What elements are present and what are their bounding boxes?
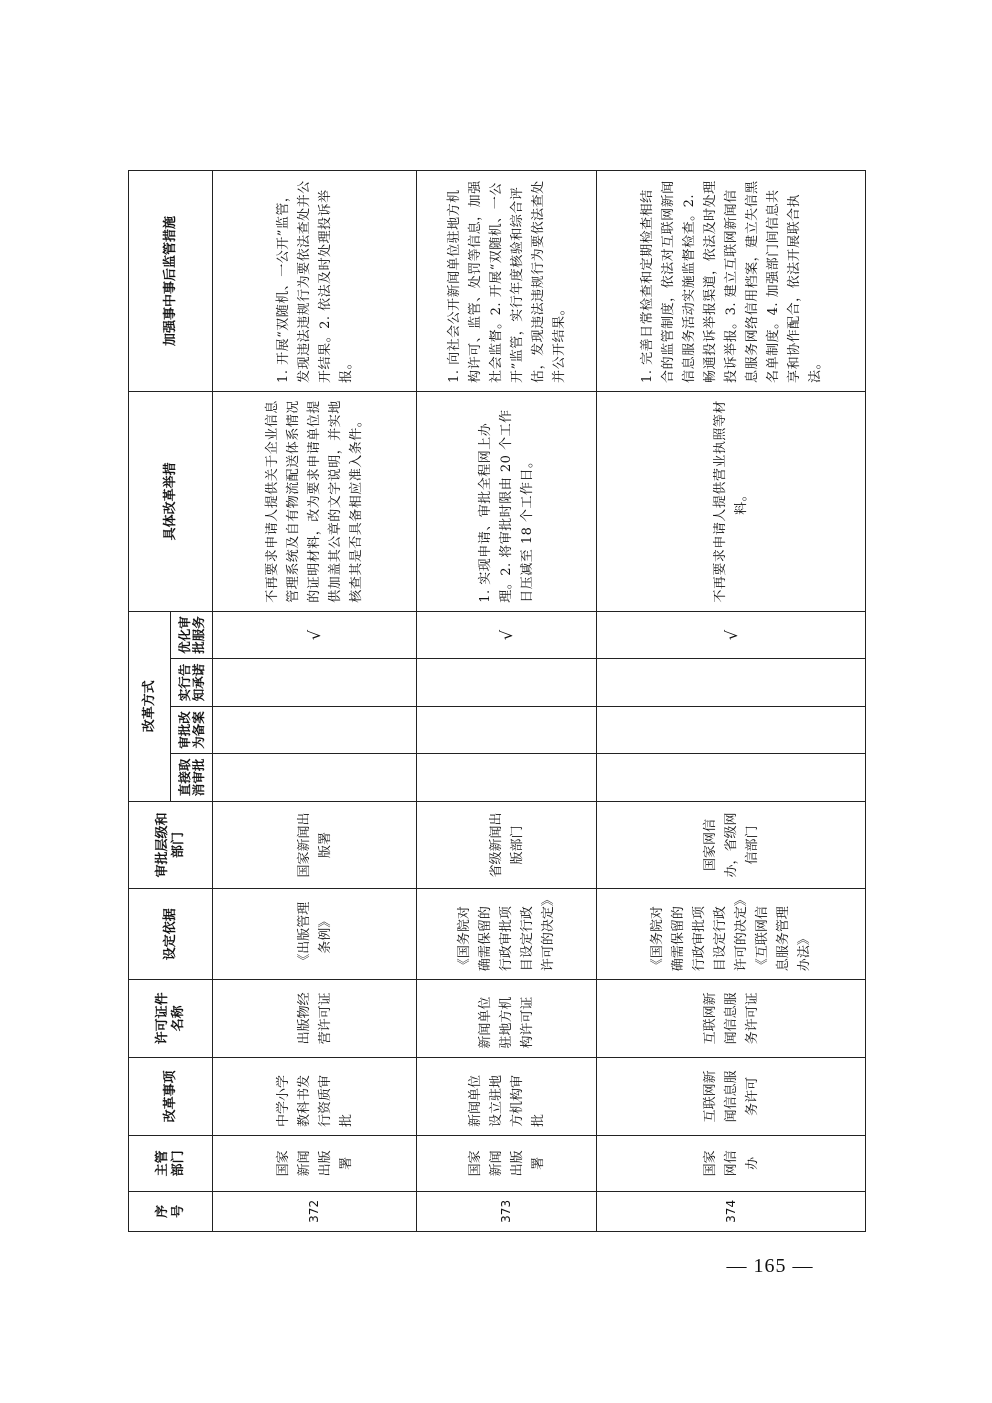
- header-method-commitment: 实行告知承诺: [171, 659, 213, 706]
- page-number: — 165 —: [726, 1255, 814, 1277]
- mark-optimize: √: [213, 611, 417, 658]
- header-no: 序号: [129, 1191, 213, 1231]
- rotated-page: [128, 170, 865, 1232]
- row-level: 国家网信办，省级网信部门: [597, 801, 866, 889]
- row-dept: 国家网信办: [597, 1136, 866, 1192]
- row-specific: 不再要求申请人提供关于企业信息管理系统及自有物流配送体系情况的证明材料，改为要求申请单位提供加盖其公章的文字说明，并实地核查其是否具备相应准入条件。: [213, 391, 417, 611]
- mark-cancel: [417, 754, 597, 801]
- row-number: 374: [597, 1191, 866, 1231]
- row-specific: 不再要求申请人提供营业执照等材料。: [597, 391, 866, 611]
- mark-cancel: [213, 754, 417, 801]
- header-row: [129, 171, 171, 1232]
- row-supervision: 1. 完善日常检查和定期检查相结合的监管制度，依法对互联网新闻信息服务活动实施监督检查。2. 畅通投诉举报渠道，依法及时处理投诉举报。3. 建立互联网新闻信息服务网络信用档案，建立失信黑名单制度。4. 加强部门间信息共享和协作配合，依法开展联合执法。: [597, 171, 866, 392]
- row-license: 出版物经营许可证: [213, 980, 417, 1057]
- mark-filing: [213, 706, 417, 753]
- header-supervision: 加强事中事后监管措施: [129, 171, 213, 392]
- row-supervision: 1. 开展“双随机、一公开”监管，发现违法违规行为要依法查处并公开结果。2. 依法及时处理投诉举报。: [213, 171, 417, 392]
- row-license: 互联网新闻信息服务许可证: [597, 980, 866, 1057]
- header-dept: 主管部门: [129, 1136, 213, 1192]
- header-method-optimize: 优化审批服务: [171, 611, 213, 658]
- row-basis: 《国务院对确需保留的行政审批项目设定行政许可的决定》《互联网信息服务管理办法》: [597, 889, 866, 980]
- header-level: 审批层级和部门: [129, 801, 213, 889]
- table-row: [213, 171, 417, 1232]
- mark-optimize: √: [597, 611, 866, 658]
- row-number: 373: [417, 1191, 597, 1231]
- row-supervision: 1. 向社会公开新闻单位驻地方机构许可、监管、处罚等信息，加强社会监督。2. 开展“双随机、一公开”监管，实行年度核验和综合评估，发现违法违规行为要依法查处并公开结果。: [417, 171, 597, 392]
- row-basis: 《出版管理条例》: [213, 889, 417, 980]
- header-method-cancel: 直接取消审批: [171, 754, 213, 801]
- mark-commitment: [417, 659, 597, 706]
- row-item: 中学小学教科书发行资质审批: [213, 1057, 417, 1135]
- table-row: [597, 171, 866, 1232]
- row-basis: 《国务院对确需保留的行政审批项目设定行政许可的决定》: [417, 889, 597, 980]
- row-item: 新闻单位设立驻地方机构审批: [417, 1057, 597, 1135]
- header-method-group: 改革方式: [129, 611, 171, 801]
- row-level: 省级新闻出版部门: [417, 801, 597, 889]
- mark-cancel: [597, 754, 866, 801]
- row-specific: 1. 实现申请、审批全程网上办理。2. 将审批时限由 20 个工作日压减至 18 个工作日。: [417, 391, 597, 611]
- row-license: 新闻单位驻地方机构许可证: [417, 980, 597, 1057]
- row-item: 互联网新闻信息服务许可: [597, 1057, 866, 1135]
- mark-commitment: [213, 659, 417, 706]
- table-row: [417, 171, 597, 1232]
- header-item: 改革事项: [129, 1057, 213, 1135]
- header-license: 许可证件名称: [129, 980, 213, 1057]
- header-method-filing: 审批改为备案: [171, 706, 213, 753]
- mark-optimize: √: [417, 611, 597, 658]
- mark-filing: [597, 706, 866, 753]
- mark-filing: [417, 706, 597, 753]
- mark-commitment: [597, 659, 866, 706]
- reform-table: [128, 170, 866, 1232]
- row-dept: 国家新闻出版署: [213, 1136, 417, 1192]
- header-basis: 设定依据: [129, 889, 213, 980]
- header-specific: 具体改革举措: [129, 391, 213, 611]
- row-level: 国家新闻出版署: [213, 801, 417, 889]
- row-dept: 国家新闻出版署: [417, 1136, 597, 1192]
- row-number: 372: [213, 1191, 417, 1231]
